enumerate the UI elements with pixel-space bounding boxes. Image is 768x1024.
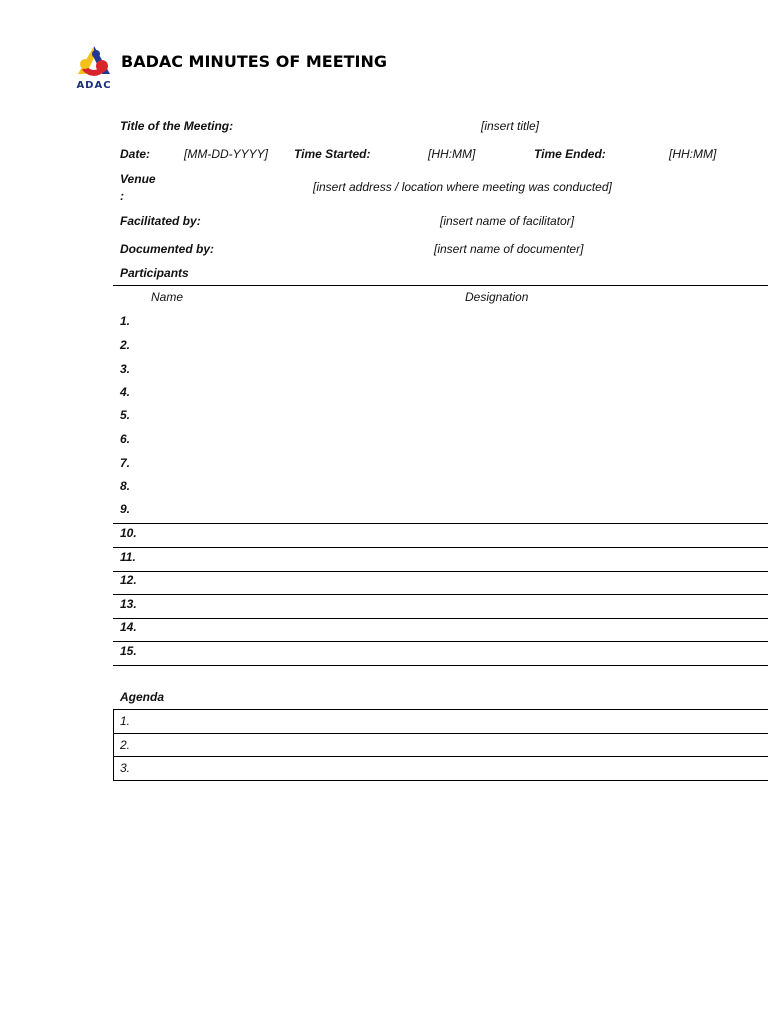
documented-by-label: Documented by: <box>120 242 215 256</box>
participant-row-number: 15. <box>120 644 137 658</box>
agenda-row[interactable] <box>114 710 768 733</box>
participant-row-number: 13. <box>120 597 137 611</box>
agenda-item-number: 1. <box>120 714 131 728</box>
participant-row-number: 10. <box>120 526 137 540</box>
logo-text: ADAC <box>76 80 112 91</box>
time-started-label: Time Started: <box>294 147 371 161</box>
participant-row-number: 5. <box>120 408 131 422</box>
agenda-item-number: 3. <box>120 761 131 775</box>
participant-row-number: 6. <box>120 432 131 446</box>
participant-row-number: 12. <box>120 573 137 587</box>
column-header-designation: Designation <box>465 290 529 304</box>
participant-row-number: 8. <box>120 479 131 493</box>
participant-row-number: 14. <box>120 620 137 634</box>
facilitated-by-label: Facilitated by: <box>120 214 201 228</box>
time-ended-label: Time Ended: <box>534 147 606 161</box>
participant-row-rule <box>113 523 768 524</box>
agenda-item-number: 2. <box>120 738 131 752</box>
participant-row-number: 3. <box>120 362 131 376</box>
hands-emblem-icon <box>72 44 116 82</box>
participant-row-number: 9. <box>120 502 131 516</box>
venue-label: Venue <box>120 172 156 186</box>
meeting-title-value[interactable]: [insert title] <box>481 119 540 133</box>
meeting-title-label: Title of the Meeting: <box>120 119 234 133</box>
participant-row-rule <box>113 571 768 572</box>
participant-row-number: 2. <box>120 338 131 352</box>
venue-label-colon: : <box>120 189 124 203</box>
time-started-value[interactable]: [HH:MM] <box>428 147 476 161</box>
documented-by-value[interactable]: [insert name of documenter] <box>434 242 584 256</box>
agenda-row[interactable] <box>114 756 768 780</box>
participant-row-rule <box>113 641 768 642</box>
adac-logo <box>72 44 116 94</box>
participant-row-rule <box>113 665 768 666</box>
facilitated-by-value[interactable]: [insert name of facilitator] <box>440 214 575 228</box>
participant-row-number: 1. <box>120 314 131 328</box>
date-label: Date: <box>120 147 151 161</box>
document-title: BADAC MINUTES OF MEETING <box>121 52 388 71</box>
agenda-row[interactable] <box>114 733 768 757</box>
time-ended-value[interactable]: [HH:MM] <box>669 147 717 161</box>
participant-row-number: 4. <box>120 385 131 399</box>
participants-top-rule <box>113 285 768 286</box>
venue-value[interactable]: [insert address / location where meeting was conducted] <box>313 180 612 194</box>
participant-row-number: 7. <box>120 456 131 470</box>
agenda-heading: Agenda <box>120 690 165 704</box>
participant-row-rule <box>113 618 768 619</box>
participant-row-number: 11. <box>120 550 136 564</box>
participant-row-rule <box>113 547 768 548</box>
participant-row-rule <box>113 594 768 595</box>
date-value[interactable]: [MM-DD-YYYY] <box>184 147 268 161</box>
column-header-name: Name <box>151 290 184 304</box>
participants-heading: Participants <box>120 266 189 280</box>
agenda-table <box>113 709 768 781</box>
